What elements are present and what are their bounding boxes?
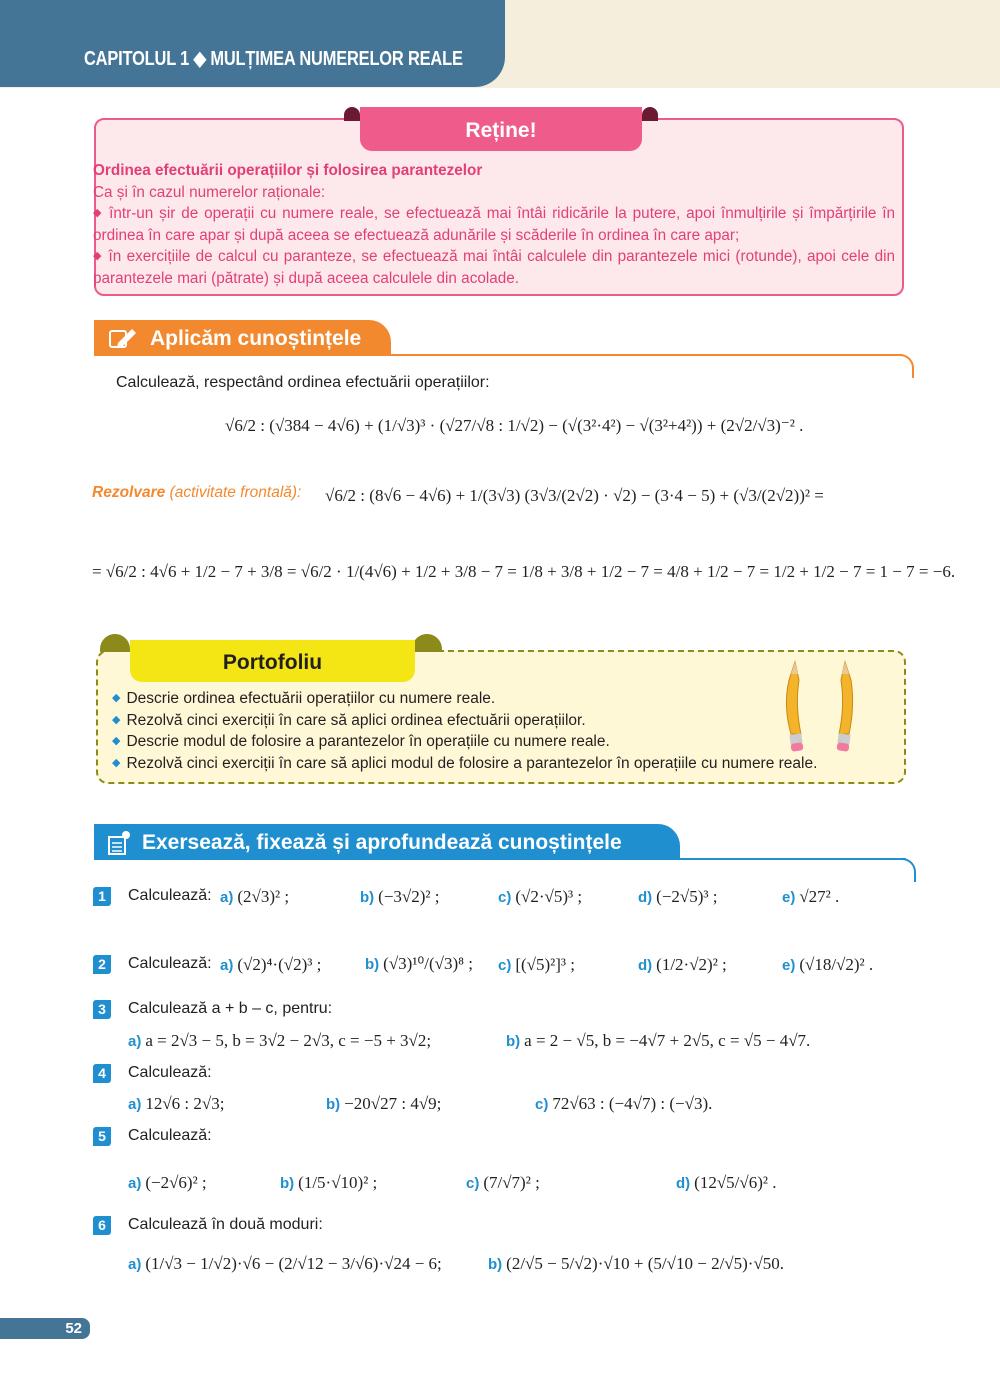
math-expression: (7/√7)² ; [483, 1173, 540, 1192]
exercise-part: c) (√2·√5)³ ; [498, 887, 583, 906]
exercise-part: a) (√2)⁴·(√2)³ ; [220, 955, 322, 974]
diamond-bullet-icon: ◆ [93, 250, 103, 262]
aplicam-title: Aplicăm cunoștințele [150, 327, 362, 350]
math-expression: √6/2 : (8√6 − 4√6) + 1/(3√3) (3√3/(2√2) · √2) − (3·4 − 5) + (√3/(2√2))² = [325, 486, 824, 505]
exercise-part: b) (2/√5 − 5/√2)·√10 + (5/√10 − 2/√5)·√50. [488, 1254, 785, 1273]
exerseaza-underline-curve [900, 858, 916, 882]
retine-intro: Ca și în cazul numerelor raționale: [93, 183, 326, 201]
math-expression: (1/√3 − 1/√2)·√6 − (2/√12 − 3/√6)·√24 − 6; [145, 1254, 442, 1273]
retine-title: Reține! [465, 119, 537, 142]
retine-item: ◆ în exercițiile de calcul cu paranteze, se efectuează mai întâi calculele din parantezele mici (rotunde), apoi cele din parantezele mari (pătrate) și după aceea calculele din acolade. [93, 248, 895, 287]
pencils-icon [775, 656, 875, 756]
diamond-bullet-icon: ◆ [112, 735, 121, 747]
math-expression: (−2√5)³ ; [656, 887, 718, 906]
exerseaza-underline [94, 858, 906, 860]
math-expression: (1/2·√2)² ; [656, 955, 727, 974]
exercise-part: a) (−2√6)² ; [128, 1173, 207, 1192]
ribbon-ear-left [100, 634, 130, 652]
exercise-part: d) (12√5/√6)² . [676, 1173, 777, 1192]
retine-heading: Ordinea efectuării operațiilor și folosirea parantezelor [93, 162, 483, 179]
retine-tab [360, 107, 642, 151]
chapter-title: CAPITOLUL 1 ◆ MULȚIMEA NUMERELOR REALE [84, 48, 463, 70]
ribbon-ear-right [412, 634, 442, 652]
portofoliu-title: Portofoliu [222, 651, 323, 674]
exercise-number: 3 [93, 1000, 111, 1019]
ribbon-ear-right [642, 107, 658, 121]
exercise-part: a) 12√6 : 2√3; [128, 1094, 225, 1113]
rezolvare-line-2 [92, 544, 955, 600]
exercise-text: Calculează: [128, 1127, 212, 1144]
chapter-header [0, 0, 505, 87]
retine-item: ◆ într-un șir de operații cu numere reale, se efectuează mai întâi ridicările la putere, apoi înmulțirile și împărțirile în ordinea în care apar și după aceea se efectuează adunările și scăderile în ordinea în care apar; [93, 205, 895, 244]
math-expression: (√18/√2)² . [799, 955, 874, 974]
list-item: ◆ Descrie modul de folosire a parantezelor în operațiile cu numere reale. [112, 733, 610, 750]
rezolvare-label: Rezolvare (activitate frontală): [92, 484, 302, 501]
exercise-part: c) 72√63 : (−4√7) : (−√3). [535, 1094, 713, 1113]
math-expression: (12√5/√6)² . [694, 1173, 777, 1192]
math-expression: a = 2√3 − 5, b = 3√2 − 2√3, c = −5 + 3√2; [145, 1031, 432, 1050]
math-expression: 12√6 : 2√3; [145, 1094, 225, 1113]
exercise-part: e) (√18/√2)² . [782, 955, 874, 974]
exercise-part: c) (7/√7)² ; [466, 1173, 540, 1192]
math-expression: (−2√6)² ; [145, 1173, 207, 1192]
exercise-part: d) (−2√5)³ ; [638, 887, 718, 906]
exercise-number: 4 [93, 1064, 111, 1083]
list-item: ◆ Rezolvă cinci exerciții în care să aplici ordinea efectuării operațiilor. [112, 711, 586, 729]
page-number: 52 [0, 1318, 90, 1339]
diamond-bullet-icon: ◆ [112, 692, 121, 704]
aplicam-section-header [94, 320, 391, 356]
exercise-part: a) (1/√3 − 1/√2)·√6 − (2/√12 − 3/√6)·√24 − 6; [128, 1254, 442, 1273]
exercise-number: 2 [93, 955, 111, 974]
exercise-number: 1 [93, 887, 111, 906]
ribbon-ear-left [344, 107, 360, 121]
aplicam-underline [94, 354, 902, 356]
math-expression: √6/2 : (√384 − 4√6) + (1/√3)³ · (√27/√8 : 1/√2) − (√(3²·4²) − √(3²+4²)) + (2√2/√3)⁻² . [225, 416, 804, 435]
math-expression: = √6/2 : 4√6 + 1/2 − 7 + 3/8 = √6/2 · 1/(4√6) + 1/2 + 3/8 − 7 = 1/8 + 3/8 + 1/2 − 7 = 4/8 + 1/2 − 7 = 1/2 + 1/2 − 7 = 1 − 7 = −6. [92, 562, 956, 581]
math-expression: (√3)¹⁰/(√3)⁸ ; [383, 954, 474, 973]
diamond-bullet-icon: ◆ [112, 756, 121, 769]
aplicam-underline-curve [898, 354, 914, 378]
exercise-part: b) (1/5·√10)² ; [280, 1173, 378, 1192]
math-expression: (2√3)² ; [237, 887, 290, 906]
portofoliu-list [112, 688, 817, 774]
exercise-part: d) (1/2·√2)² ; [638, 955, 727, 974]
portofoliu-tab [130, 640, 415, 682]
math-expression: (√2·√5)³ ; [515, 887, 583, 906]
exercise-text: Calculează: [128, 887, 212, 904]
exercise-text: Calculează: [128, 955, 212, 972]
exercise-text: Calculează în două moduri: [128, 1216, 323, 1233]
exercise-number: 5 [93, 1127, 111, 1146]
exercise-text: Calculează a + b – c, pentru: [128, 1000, 333, 1017]
main-expression [225, 398, 803, 454]
exercise-part: b) (−3√2)² ; [360, 887, 440, 906]
rezolvare-line-1 [325, 466, 824, 526]
exercise-part: b) −20√27 : 4√9; [326, 1094, 442, 1113]
exercise-part: b) (√3)¹⁰/(√3)⁸ ; [365, 954, 474, 973]
retine-content [93, 160, 895, 289]
pen-icon [108, 327, 138, 351]
diamond-bullet-icon: ◆ [93, 207, 104, 219]
math-expression: √27² . [799, 887, 840, 906]
aplicam-prompt: Calculează, respectând ordinea efectuării operațiilor: [116, 374, 490, 391]
exercise-part: a) a = 2√3 − 5, b = 3√2 − 2√3, c = −5 + 3√2; [128, 1031, 432, 1050]
math-expression: 72√63 : (−4√7) : (−√3). [552, 1094, 713, 1113]
exercise-part: b) a = 2 − √5, b = −4√7 + 2√5, c = √5 − 4√7. [506, 1031, 811, 1050]
math-expression: (2/√5 − 5/√2)·√10 + (5/√10 − 2/√5)·√50. [506, 1254, 785, 1273]
notepad-icon [106, 830, 132, 856]
math-expression: −20√27 : 4√9; [344, 1094, 442, 1113]
exerseaza-title: Exersează, fixează și aprofundează cunoștințele [142, 831, 622, 854]
math-expression: a = 2 − √5, b = −4√7 + 2√5, c = √5 − 4√7. [524, 1031, 811, 1050]
exercise-part: a) (2√3)² ; [220, 887, 290, 906]
exerseaza-section-header [94, 824, 680, 860]
math-expression: [(√5)²]³ ; [515, 955, 575, 974]
list-item: ◆ Descrie ordinea efectuării operațiilor cu numere reale. [112, 690, 496, 707]
math-expression: (1/5·√10)² ; [298, 1173, 378, 1192]
diamond-bullet-icon: ◆ [112, 713, 121, 726]
list-item: ◆ Rezolvă cinci exerciții în care să aplici modul de folosire a parantezelor în operațiile cu numere reale. [112, 754, 818, 772]
exercise-part: e) √27² . [782, 887, 840, 906]
math-expression: (−3√2)² ; [378, 887, 440, 906]
math-expression: (√2)⁴·(√2)³ ; [237, 955, 322, 974]
exercise-text: Calculează: [128, 1064, 212, 1081]
exercise-number: 6 [93, 1216, 111, 1235]
exercise-part: c) [(√5)²]³ ; [498, 955, 575, 974]
